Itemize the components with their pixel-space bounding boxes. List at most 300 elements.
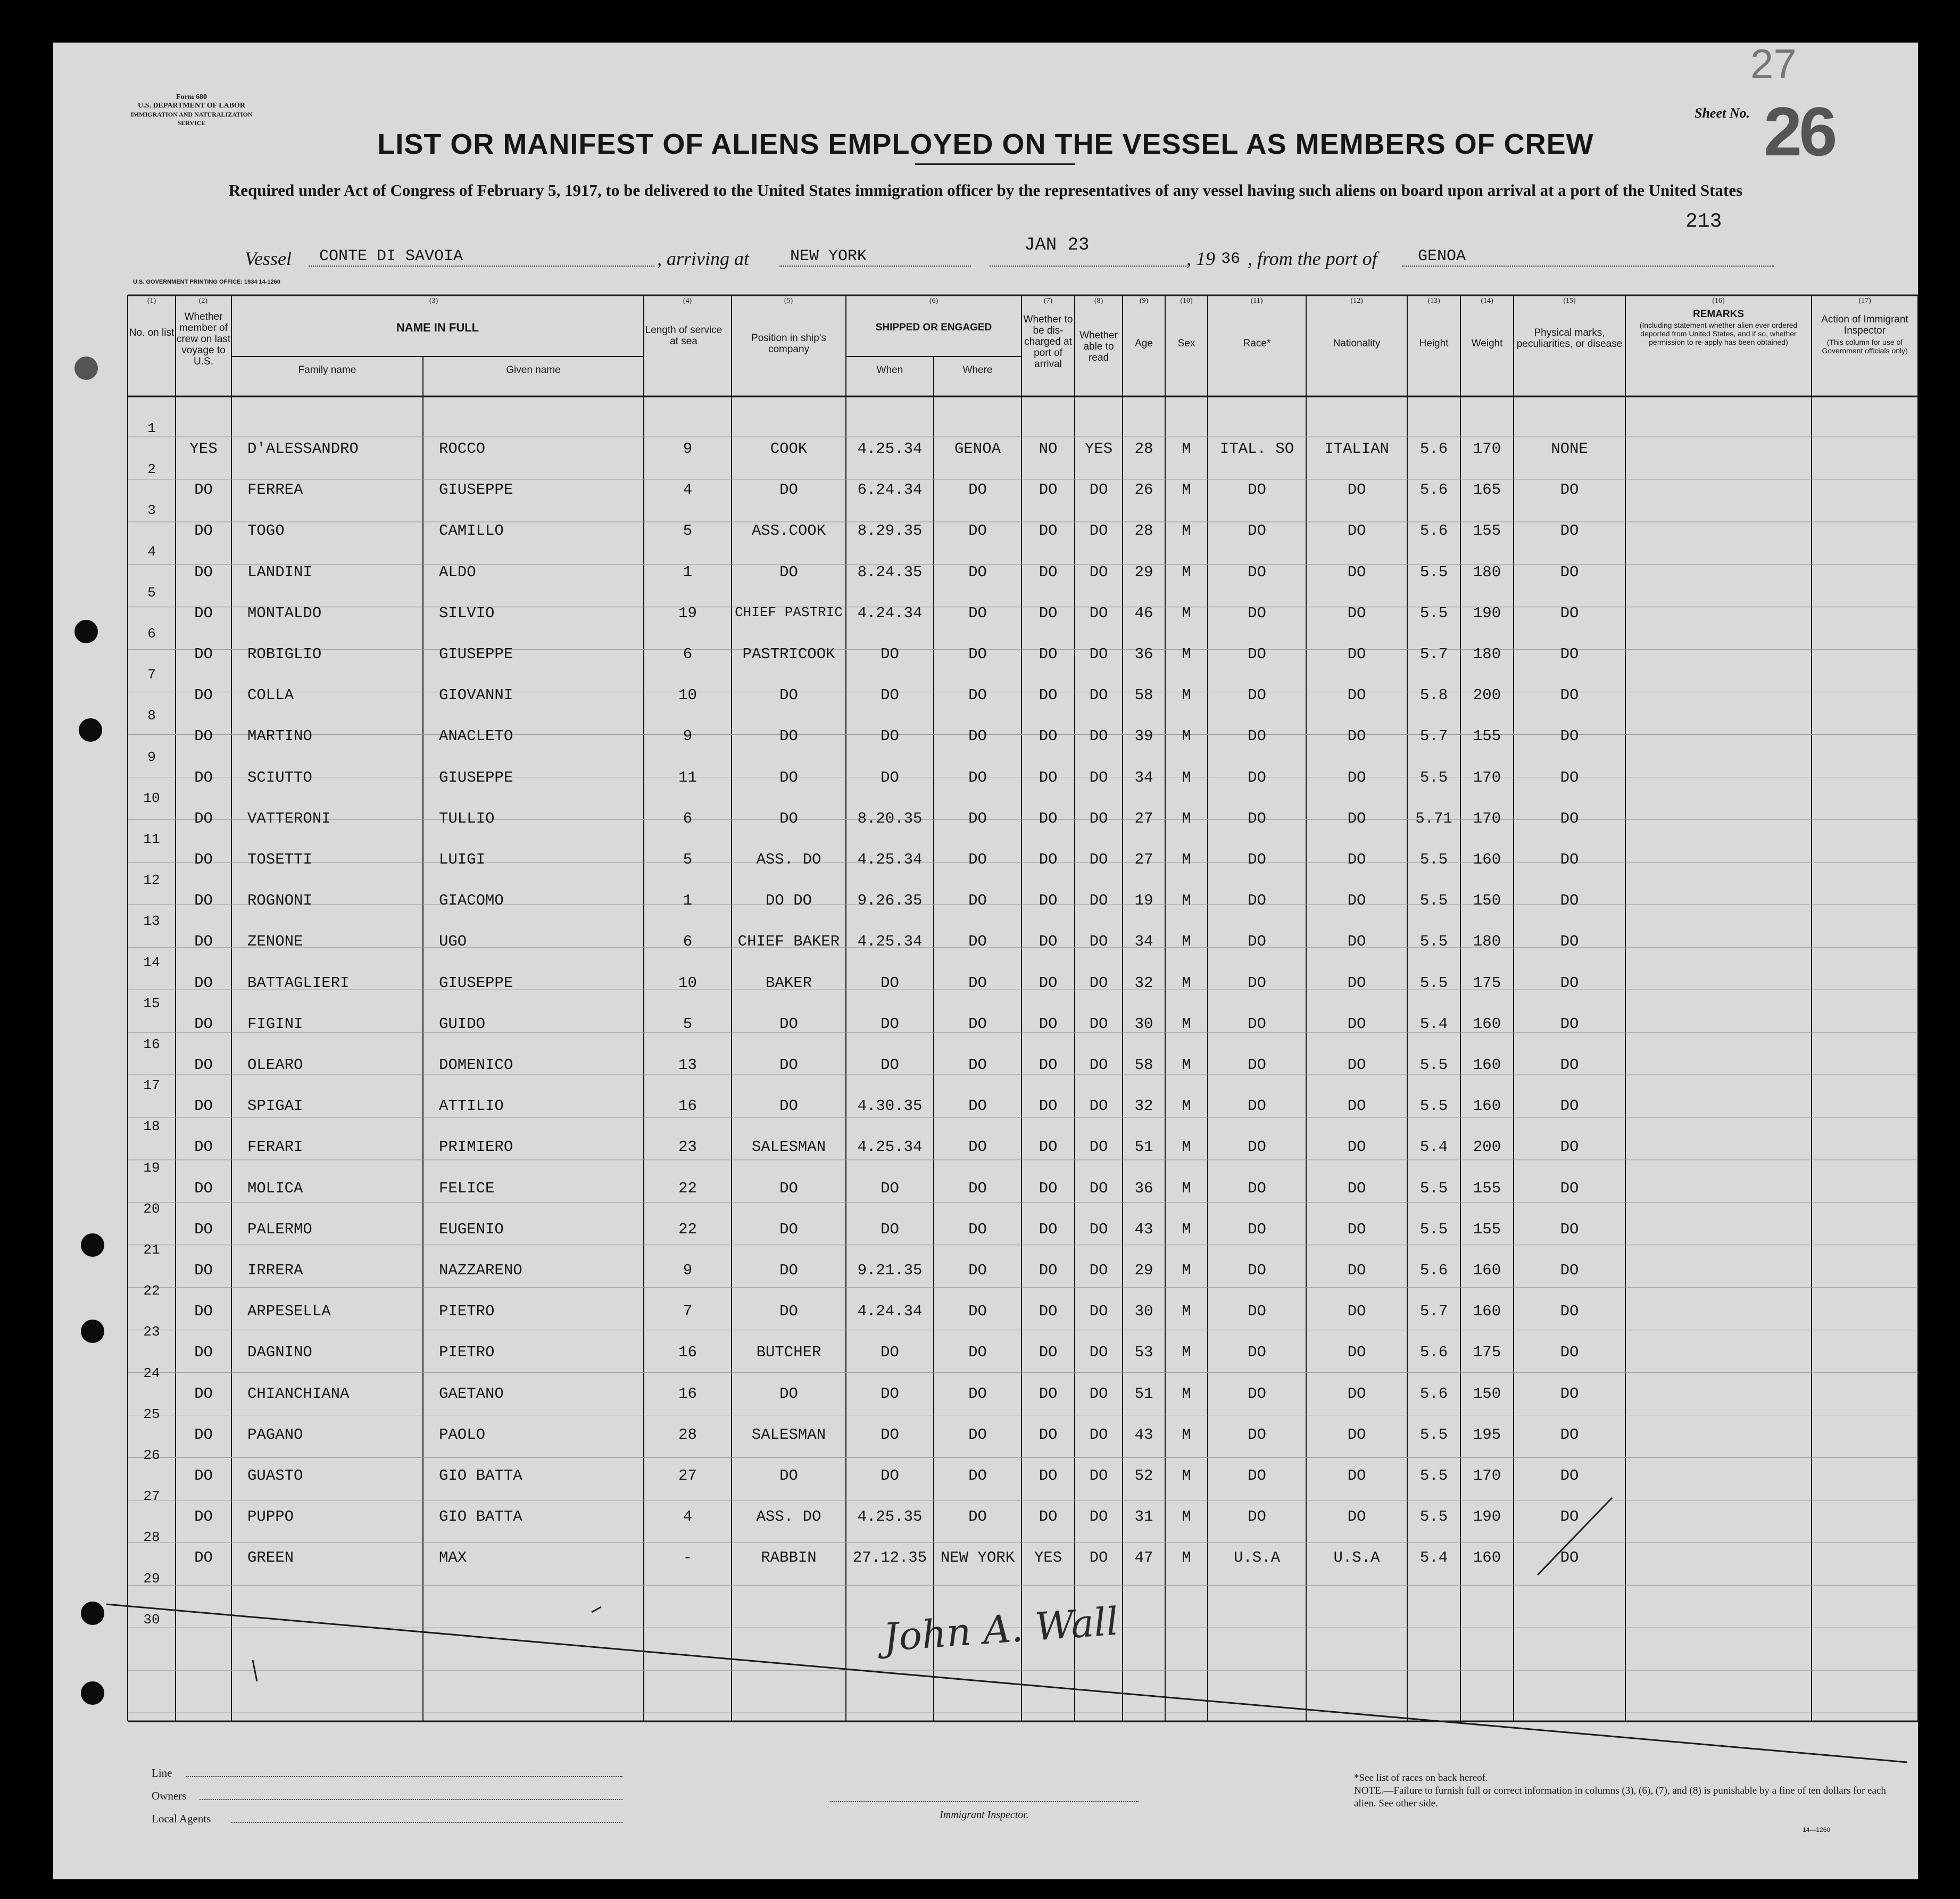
member-last-voyage-cell: DO [194,1467,213,1485]
sex-cell: M [1182,1056,1191,1074]
family-name-cell: TOGO [247,522,285,540]
column-number: (10) [1180,297,1193,305]
service-length-cell: 9 [683,727,693,745]
discharged-cell: DO [1039,1508,1058,1526]
discharged-cell: YES [1034,1549,1062,1567]
weight-cell: 170 [1473,768,1501,786]
nationality-cell: DO [1347,1179,1366,1197]
height-cell: 5.6 [1419,481,1448,499]
from-port: GENOA [1418,247,1466,266]
shipped-where-cell: DO [968,1179,987,1197]
height-cell: 5.5 [1419,974,1448,992]
family-name-cell: FERARI [247,1138,303,1156]
serial-number: 213 [1685,210,1722,233]
family-name-cell: MONTALDO [247,604,322,622]
given-name-cell: DOMENICO [439,1056,513,1074]
column-number: (17) [1858,297,1871,305]
able-to-read-cell: DO [1089,1179,1108,1197]
given-name-cell: FELICE [439,1179,495,1197]
shipped-where-cell: DO [968,851,987,868]
column-number: (7) [1043,297,1053,305]
physical-marks-cell: DO [1560,851,1579,868]
nationality-cell: DO [1347,686,1366,704]
service-length-cell: 5 [683,522,693,540]
shipped-when-cell: DO [881,1179,899,1197]
family-name-cell: D'ALESSANDRO [247,440,359,458]
able-to-read-cell: DO [1089,1097,1108,1115]
shipped-where-cell: DO [968,1262,987,1279]
family-name-cell: PAGANO [247,1425,303,1444]
family-name-cell: CHIANCHIANA [247,1384,350,1403]
nationality-cell: DO [1347,892,1366,910]
weight-cell: 155 [1473,727,1501,745]
row-number: 1 [147,420,156,436]
physical-marks-cell: DO [1560,686,1579,704]
given-name-cell: GIACOMO [439,892,504,910]
shipped-when-cell: 4.25.34 [857,440,923,458]
row-number: 17 [143,1077,160,1094]
arriving-label: , arriving at [657,248,750,269]
header-where: Where [962,364,993,376]
sex-cell: M [1182,1344,1191,1362]
nationality-cell: DO [1347,974,1366,992]
service-length-cell: 11 [678,768,697,786]
sex-cell: M [1182,1179,1191,1197]
age-cell: 34 [1134,933,1153,951]
sex-cell: M [1182,645,1191,663]
weight-cell: 180 [1473,563,1501,581]
given-name-cell: LUIGI [439,851,486,868]
sheet-number-label: Sheet No. [1695,105,1750,121]
position-cell: ASS.COOK [751,522,826,540]
shipped-where-cell: DO [968,809,987,827]
position-cell: DO [779,1056,798,1074]
sex-cell: M [1182,1508,1191,1526]
header-height: Height [1419,338,1449,349]
shipped-where-cell: DO [968,768,987,786]
header-action: Action of Immigrant Inspector [1821,314,1908,336]
given-name-cell: PIETRO [439,1303,495,1321]
shipped-when-cell: DO [881,1384,899,1403]
family-name-cell: TOSETTI [247,851,312,868]
shipped-where-cell: DO [968,1056,987,1074]
sex-cell: M [1182,522,1191,540]
physical-marks-cell: NONE [1551,440,1588,458]
discharged-cell: DO [1039,892,1058,910]
position-cell: CHIEF BAKER [737,933,840,951]
service-length-cell: 28 [678,1425,697,1444]
nationality-cell: DO [1347,1262,1366,1279]
race-cell: DO [1248,1344,1266,1362]
discharged-cell: DO [1039,1425,1058,1444]
header-race: Race* [1243,338,1271,349]
service-length-cell: 9 [683,440,693,458]
physical-marks-cell: DO [1560,563,1579,581]
service-length-cell: 13 [678,1056,697,1074]
able-to-read-cell: DO [1089,974,1108,992]
nationality-cell: DO [1347,1425,1366,1444]
physical-marks-cell: DO [1560,604,1579,622]
weight-cell: 200 [1473,686,1501,704]
sex-cell: M [1182,809,1191,827]
header-able-to-read: Whether able to read [1079,330,1118,363]
race-cell: DO [1248,1262,1266,1279]
family-name-cell: LANDINI [247,563,312,581]
member-last-voyage-cell: DO [194,1097,213,1115]
shipped-where-cell: DO [968,1425,987,1444]
age-cell: 52 [1134,1467,1153,1485]
sex-cell: M [1182,604,1191,622]
shipped-where-cell: DO [968,645,987,663]
discharged-cell: DO [1039,1467,1058,1485]
page-subtitle: Required under Act of Congress of February 5, 1917, to be delivered to the United States immigration officer by the representatives of any vessel having such aliens on board upon arrival at a port of the United States [228,181,1743,200]
given-name-cell: NAZZARENO [439,1262,522,1279]
weight-cell: 160 [1473,851,1501,868]
race-cell: DO [1248,974,1266,992]
member-last-voyage-cell: DO [194,768,213,786]
position-cell: DO [779,686,798,704]
shipped-where-cell: DO [968,1138,987,1156]
row-number: 5 [147,584,156,601]
row-number: 6 [147,626,156,642]
discharged-cell: DO [1039,1015,1058,1033]
nationality-cell: DO [1347,1097,1366,1115]
able-to-read-cell: DO [1089,1549,1108,1567]
age-cell: 36 [1134,645,1153,663]
weight-cell: 170 [1473,809,1501,827]
able-to-read-cell: DO [1089,1262,1108,1279]
given-name-cell: CAMILLO [439,522,504,540]
shipped-when-cell: 9.26.35 [857,892,923,910]
shipped-where-cell: DO [968,686,987,704]
given-name-cell: UGO [439,933,467,951]
header-nationality: Nationality [1333,338,1381,349]
service-length-cell: 23 [678,1138,697,1156]
physical-marks-cell: DO [1560,1303,1579,1321]
weight-cell: 155 [1473,1220,1501,1238]
row-number: 16 [143,1036,160,1052]
inspector-signature: John A. Wall [882,1598,1120,1660]
manifest-sheet [53,40,1918,1879]
position-cell: DO [779,1220,798,1238]
height-cell: 5.5 [1419,1220,1448,1238]
member-last-voyage-cell: DO [194,1015,213,1033]
physical-marks-cell: DO [1560,1015,1579,1033]
able-to-read-cell: DO [1089,1303,1108,1321]
member-last-voyage-cell: DO [194,604,213,622]
discharged-cell: DO [1039,1262,1058,1279]
weight-cell: 160 [1473,1549,1501,1567]
height-cell: 5.6 [1419,1262,1448,1279]
shipped-where-cell: DO [968,522,987,540]
race-cell: DO [1248,1303,1266,1321]
family-name-cell: VATTERONI [247,809,331,827]
given-name-cell: GIUSEPPE [439,768,513,786]
shipped-where-cell: DO [968,933,987,951]
weight-cell: 175 [1473,1344,1501,1362]
sex-cell: M [1182,440,1191,458]
physical-marks-cell: DO [1560,933,1579,951]
discharged-cell: DO [1039,481,1058,499]
arriving-port: NEW YORK [790,247,867,266]
given-name-cell: GIUSEPPE [439,974,513,992]
service-length-cell: 6 [683,809,693,827]
given-name-cell: MAX [439,1549,467,1567]
header-length-service: Length of service at sea [645,325,722,347]
shipped-when-cell: 8.20.35 [857,809,923,827]
column-number: (9) [1139,297,1149,305]
height-cell: 5.5 [1419,933,1448,951]
weight-cell: 195 [1473,1425,1501,1444]
column-number: (8) [1094,297,1103,305]
height-cell: 5.71 [1415,809,1452,827]
service-length-cell: 16 [678,1384,697,1403]
weight-cell: 160 [1473,1056,1501,1074]
height-cell: 5.6 [1419,1344,1448,1362]
given-name-cell: GUIDO [439,1015,486,1033]
discharged-cell: DO [1039,974,1058,992]
family-name-cell: FIGINI [247,1015,303,1033]
row-number: 7 [147,667,156,683]
height-cell: 5.7 [1419,727,1448,745]
member-last-voyage-cell: DO [194,1384,213,1403]
sex-cell: M [1182,974,1191,992]
agency-name: U.S. DEPARTMENT OF LABOR [138,102,245,110]
sex-cell: M [1182,1138,1191,1156]
discharged-cell: DO [1039,809,1058,827]
row-number: 21 [143,1242,160,1258]
shipped-where-cell: DO [968,563,987,581]
sex-cell: M [1182,1384,1191,1403]
vessel-name: CONTE DI SAVOIA [319,247,463,266]
member-last-voyage-cell: DO [194,1344,213,1362]
given-name-cell: ATTILIO [439,1097,504,1115]
shipped-when-cell: DO [881,1467,899,1485]
member-last-voyage-cell: DO [194,974,213,992]
shipped-when-cell: 4.24.34 [857,604,923,622]
discharged-cell: DO [1039,1384,1058,1403]
able-to-read-cell: DO [1089,768,1108,786]
printer-line: U.S. GOVERNMENT PRINTING OFFICE: 1934 14-1260 [133,279,280,285]
discharged-cell: NO [1039,440,1058,458]
position-cell: DO [779,1467,798,1485]
physical-marks-cell: DO [1560,1056,1579,1074]
row-number: 14 [143,954,160,971]
service-length-cell: 16 [678,1344,697,1362]
age-cell: 46 [1134,604,1153,622]
member-last-voyage-cell: DO [194,563,213,581]
race-cell: DO [1248,1220,1266,1238]
family-name-cell: GUASTO [247,1467,303,1485]
sheet-number-stamp-faint: 27 [1750,40,1797,87]
member-last-voyage-cell: DO [194,1508,213,1526]
height-cell: 5.5 [1419,892,1448,910]
physical-marks-cell: DO [1560,1179,1579,1197]
position-cell: DO [779,809,798,827]
nationality-cell: DO [1347,1220,1366,1238]
shipped-when-cell: 4.25.34 [857,1138,923,1156]
sex-cell: M [1182,851,1191,868]
given-name-cell: ALDO [439,563,476,581]
header-no-on-list: No. on list [129,327,175,338]
sheet-number-stamp: 26 [1764,93,1834,170]
discharged-cell: DO [1039,933,1058,951]
age-cell: 27 [1134,851,1153,868]
shipped-where-cell: DO [968,892,987,910]
row-number: 30 [143,1611,160,1628]
footer-note [1354,1772,1897,1810]
punch-hole [81,1320,104,1343]
height-cell: 5.5 [1419,563,1448,581]
sex-cell: M [1182,481,1191,499]
height-cell: 5.4 [1419,1138,1448,1156]
family-name-cell: DAGNINO [247,1344,312,1362]
member-last-voyage-cell: DO [194,892,213,910]
shipped-when-cell: DO [881,645,899,663]
age-cell: 34 [1134,768,1153,786]
able-to-read-cell: DO [1089,809,1108,827]
position-cell: DO [779,1097,798,1115]
nationality-cell: DO [1347,1508,1366,1526]
family-name-cell: FERREA [247,481,303,499]
position-cell: DO [779,1179,798,1197]
nationality-cell: DO [1347,851,1366,868]
physical-marks-cell: DO [1560,1467,1579,1485]
handwritten-marks [53,43,1918,1879]
position-cell: RABBIN [761,1549,817,1567]
member-last-voyage-cell: DO [194,1056,213,1074]
given-name-cell: GIO BATTA [439,1467,522,1485]
height-cell: 5.4 [1419,1015,1448,1033]
service-length-cell: 16 [678,1097,697,1115]
height-cell: 5.4 [1419,1549,1448,1567]
row-number: 13 [143,913,160,930]
age-cell: 51 [1134,1384,1153,1403]
shipped-when-cell: DO [881,1220,899,1238]
shipped-where-cell: GENOA [954,440,1001,458]
age-cell: 36 [1134,1179,1153,1197]
nationality-cell: DO [1347,933,1366,951]
discharged-cell: DO [1039,1303,1058,1321]
shipped-where-cell: DO [968,727,987,745]
age-cell: 32 [1134,974,1153,992]
able-to-read-cell: DO [1089,727,1108,745]
race-cell: DO [1248,809,1266,827]
sex-cell: M [1182,1262,1191,1279]
row-number: 25 [143,1406,160,1422]
row-number: 10 [143,790,160,806]
sex-cell: M [1182,727,1191,745]
sex-cell: M [1182,1467,1191,1485]
given-name-cell: ROCCO [439,440,486,458]
column-number: (15) [1563,297,1576,305]
member-last-voyage-cell: DO [194,727,213,745]
height-cell: 5.5 [1419,604,1448,622]
nationality-cell: DO [1347,727,1366,745]
able-to-read-cell: DO [1089,1508,1108,1526]
member-last-voyage-cell: DO [194,933,213,951]
shipped-where-cell: DO [968,1220,987,1238]
physical-marks-cell: DO [1560,1425,1579,1444]
shipped-where-cell: DO [968,1508,987,1526]
column-number: (12) [1350,297,1363,305]
shipped-when-cell: DO [881,1056,899,1074]
given-name-cell: GIOVANNI [439,686,513,704]
shipped-when-cell: 4.30.35 [857,1097,923,1115]
able-to-read-cell: DO [1089,851,1108,868]
able-to-read-cell: DO [1089,1056,1108,1074]
height-cell: 5.6 [1419,1384,1448,1403]
weight-cell: 160 [1473,1097,1501,1115]
note-label: NOTE. [1354,1785,1384,1796]
position-cell: BUTCHER [756,1344,821,1362]
nationality-cell: DO [1347,1384,1366,1403]
weight-cell: 160 [1473,1015,1501,1033]
family-name-cell: SCIUTTO [247,768,312,786]
position-cell: ASS. DO [756,851,821,868]
weight-cell: 160 [1473,1303,1501,1321]
member-last-voyage-cell: DO [194,1179,213,1197]
sex-cell: M [1182,1425,1191,1444]
race-cell: DO [1248,1097,1266,1115]
nationality-cell: DO [1347,604,1366,622]
service-length-cell: 4 [683,481,693,499]
sex-cell: M [1182,1097,1191,1115]
family-name-cell: ZENONE [247,933,303,951]
weight-cell: 150 [1473,1384,1501,1403]
discharged-cell: DO [1039,604,1058,622]
column-number: (2) [198,297,208,305]
member-last-voyage-cell: DO [194,851,213,868]
race-cell: DO [1248,768,1266,786]
member-last-voyage-cell: DO [194,522,213,540]
height-cell: 5.7 [1419,1303,1448,1321]
header-remarks-sub: (Including statement whether alien ever ordered deported from United States, and if so, whether permission to re-apply has been obtained) [1639,321,1798,346]
family-name-cell: ROGNONI [247,892,312,910]
discharged-cell: DO [1039,1344,1058,1362]
discharged-cell: DO [1039,768,1058,786]
physical-marks-cell: DO [1560,892,1579,910]
header-member-last-voyage: Whether member of crew on last voyage to U.S. [176,311,231,367]
service-length-cell: - [683,1549,693,1567]
height-cell: 5.5 [1419,1056,1448,1074]
race-cell: DO [1248,686,1266,704]
member-last-voyage-cell: DO [194,645,213,663]
given-name-cell: ANACLETO [439,727,513,745]
sex-cell: M [1182,892,1191,910]
shipped-when-cell: DO [881,974,899,992]
nationality-cell: DO [1347,1467,1366,1485]
race-cell: DO [1248,645,1266,663]
nationality-cell: DO [1347,563,1366,581]
physical-marks-cell: DO [1560,768,1579,786]
race-cell: DO [1248,851,1266,868]
height-cell: 5.5 [1419,1467,1448,1485]
form-code: 14—1260 [1803,1826,1831,1834]
year-prefix: , 19 [1186,248,1215,269]
family-name-cell: COLLA [247,686,294,704]
age-cell: 32 [1134,1097,1153,1115]
sex-cell: M [1182,1015,1191,1033]
race-cell: DO [1248,1508,1266,1526]
header-sex: Sex [1177,338,1195,349]
header-remarks: REMARKS [1692,309,1745,320]
header-age: Age [1135,338,1153,349]
row-number: 19 [143,1159,160,1176]
age-cell: 43 [1134,1425,1153,1444]
age-cell: 29 [1134,1262,1153,1279]
page-title: LIST OR MANIFEST OF ALIENS EMPLOYED ON THE VESSEL AS MEMBERS OF CREW [377,128,1594,160]
